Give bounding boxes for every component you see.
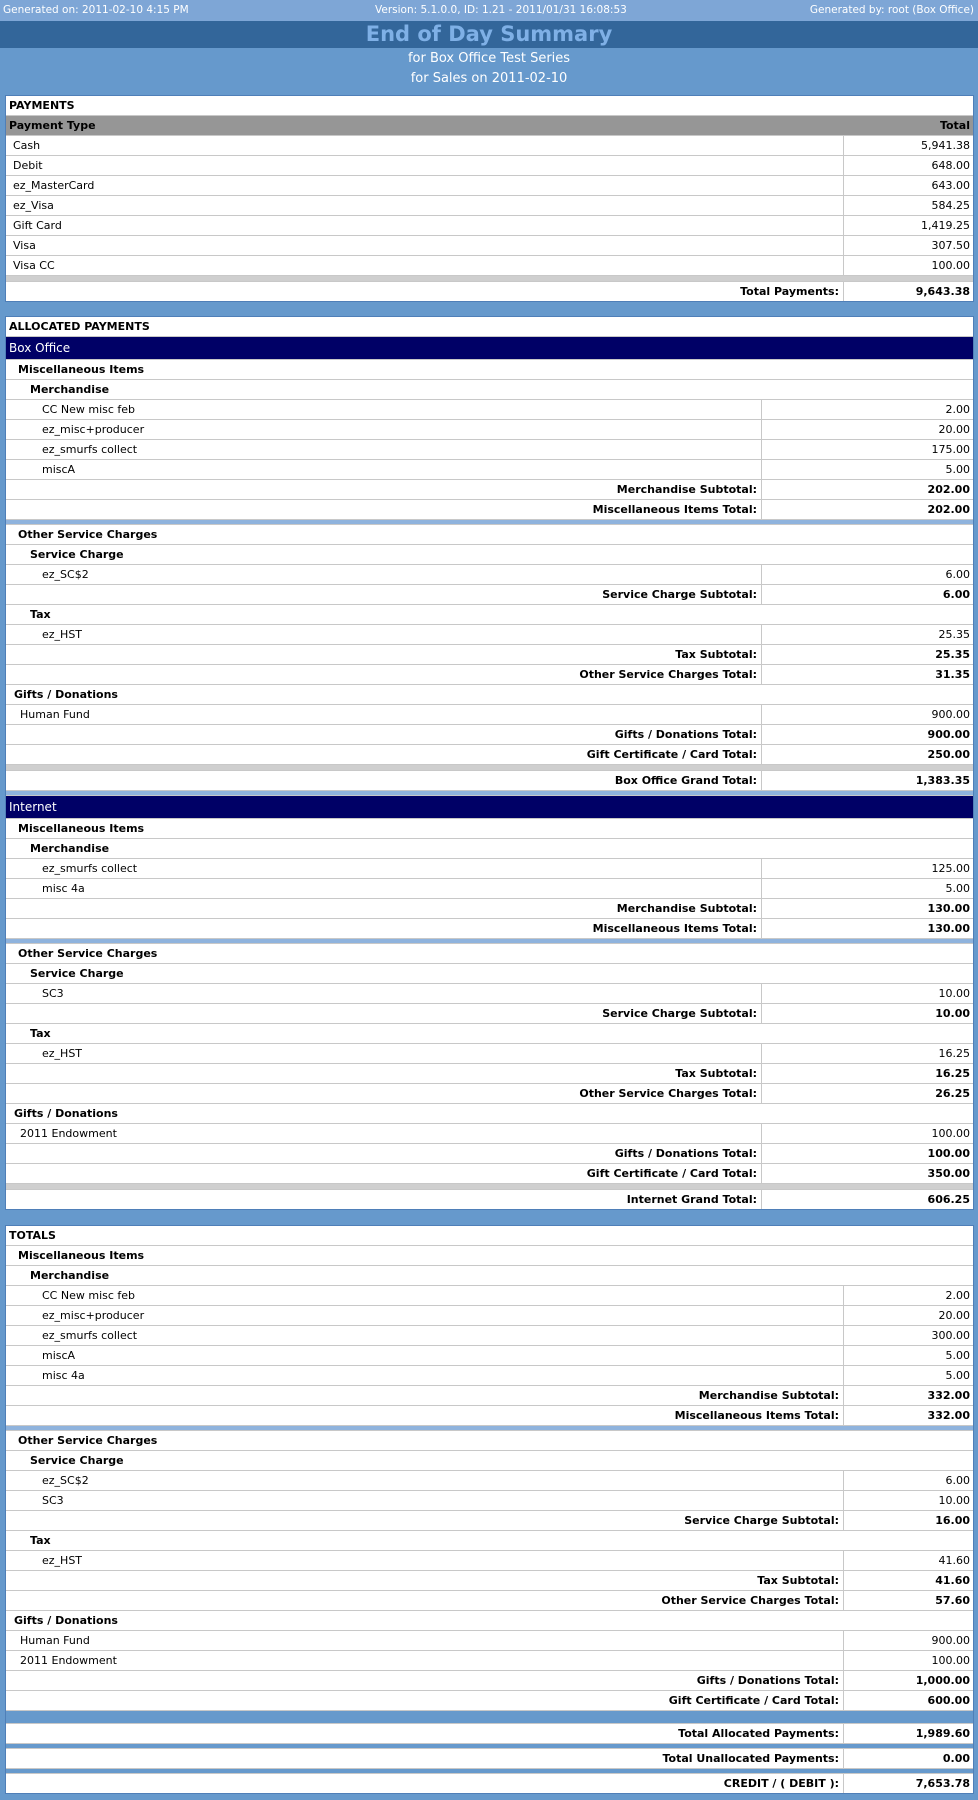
- subtotal-value: 10.00: [761, 1004, 973, 1023]
- item-label: ez_misc+producer: [42, 423, 145, 436]
- item-label: ez_SC$2: [42, 1474, 89, 1487]
- subtotal-row: [6, 1570, 973, 1590]
- subtotal-label: Tax Subtotal:: [675, 1067, 757, 1080]
- subtotal-value: 332.00: [843, 1386, 973, 1405]
- total-row: [6, 499, 973, 519]
- subtotal-value: 25.35: [761, 645, 973, 664]
- item-value: 5.00: [761, 460, 973, 479]
- line-item: [6, 439, 973, 459]
- report-meta-bar: [0, 0, 978, 21]
- total-row: [6, 724, 973, 744]
- total-label: Miscellaneous Items Total:: [592, 503, 757, 516]
- generated-by-text: Generated by: root (Box Office): [809, 4, 974, 16]
- item-value: 900.00: [843, 1631, 973, 1650]
- item-value: 5.00: [843, 1366, 973, 1385]
- line-item: [6, 1550, 973, 1570]
- line-item: [6, 1365, 973, 1385]
- line-item: [6, 564, 973, 584]
- allocated-caption: ALLOCATED PAYMENTS: [9, 320, 150, 333]
- total-row: [6, 1405, 973, 1425]
- total-row: [6, 918, 973, 938]
- total-label: Gifts / Donations Total:: [614, 728, 757, 741]
- payment-label: Gift Card: [13, 219, 62, 232]
- total-value: 332.00: [843, 1406, 973, 1425]
- total-label: Gift Certificate / Card Total:: [668, 1694, 839, 1707]
- totals-caption: TOTALS: [9, 1229, 56, 1242]
- item-value: 2.00: [843, 1286, 973, 1305]
- payment-value: 100.00: [843, 256, 973, 275]
- category-heading: Other Service Charges: [6, 524, 973, 544]
- grand-total-value: 606.25: [761, 1190, 973, 1209]
- total-label: Other Service Charges Total:: [579, 668, 757, 681]
- payment-row: [6, 215, 973, 235]
- grand-total-row: [6, 770, 973, 790]
- item-label: misc 4a: [42, 1369, 85, 1382]
- subtotal-row: [6, 898, 973, 918]
- payment-label: ez_MasterCard: [13, 179, 95, 192]
- item-value: 6.00: [843, 1471, 973, 1490]
- payment-value: 643.00: [843, 176, 973, 195]
- category-heading: Miscellaneous Items: [6, 1245, 973, 1265]
- line-item: [6, 878, 973, 898]
- subtotal-row: [6, 1003, 973, 1023]
- subcategory-heading: Merchandise: [6, 379, 973, 399]
- item-value: 175.00: [761, 440, 973, 459]
- category-heading: Gifts / Donations: [6, 1103, 973, 1123]
- credit-debit-value: 7,653.78: [843, 1774, 973, 1793]
- total-value: 350.00: [761, 1164, 973, 1183]
- payment-label: Visa CC: [13, 259, 55, 272]
- subtotal-value: 41.60: [843, 1571, 973, 1590]
- line-item: [6, 983, 973, 1003]
- subtotal-row: [6, 1385, 973, 1405]
- total-row: [6, 1163, 973, 1183]
- report-title: End of Day Summary: [0, 21, 978, 48]
- subcategory-heading: Merchandise: [6, 838, 973, 858]
- total-value: 26.25: [761, 1084, 973, 1103]
- subtotal-label: Service Charge Subtotal:: [684, 1514, 839, 1527]
- total-row: [6, 1670, 973, 1690]
- item-value: 10.00: [761, 984, 973, 1003]
- payment-row: [6, 255, 973, 275]
- unallocated-total-row: [6, 1748, 973, 1768]
- allocated-total-value: 1,989.60: [843, 1724, 973, 1743]
- payments-caption: PAYMENTS: [9, 99, 75, 112]
- total-label: Other Service Charges Total:: [579, 1087, 757, 1100]
- item-label: ez_smurfs collect: [42, 1329, 138, 1342]
- subtotal-label: Merchandise Subtotal:: [616, 902, 757, 915]
- line-item: [6, 1325, 973, 1345]
- item-label: Human Fund: [20, 1634, 90, 1647]
- subcategory-heading: Merchandise: [6, 1265, 973, 1285]
- total-value: 130.00: [761, 919, 973, 938]
- payment-value: 648.00: [843, 156, 973, 175]
- total-label: Gift Certificate / Card Total:: [586, 1167, 757, 1180]
- total-row: [6, 1690, 973, 1710]
- version-text: Version: 5.1.0.0, ID: 1.21 - 2011/01/31 16:08:53: [375, 4, 627, 16]
- subtotal-label: Merchandise Subtotal:: [698, 1389, 839, 1402]
- internet-band: Internet: [6, 795, 973, 818]
- payment-row: [6, 175, 973, 195]
- subtotal-label: Service Charge Subtotal:: [602, 588, 757, 601]
- total-label: Gifts / Donations Total:: [696, 1674, 839, 1687]
- total-label: Other Service Charges Total:: [661, 1594, 839, 1607]
- line-item: [6, 1123, 973, 1143]
- item-value: 5.00: [761, 879, 973, 898]
- item-label: 2011 Endowment: [20, 1127, 117, 1140]
- item-value: 16.25: [761, 1044, 973, 1063]
- allocated-total-row: [6, 1723, 973, 1743]
- total-payments-value: 9,643.38: [843, 282, 973, 301]
- line-item: [6, 419, 973, 439]
- payment-row: [6, 235, 973, 255]
- subtotal-value: 130.00: [761, 899, 973, 918]
- total-label: Miscellaneous Items Total:: [674, 1409, 839, 1422]
- subcategory-heading: Service Charge: [6, 544, 973, 564]
- total-payments-row: [6, 281, 973, 301]
- subcategory-heading: Tax: [6, 1023, 973, 1043]
- category-heading: Miscellaneous Items: [6, 818, 973, 838]
- line-item: [6, 1043, 973, 1063]
- item-value: 20.00: [761, 420, 973, 439]
- generated-on-text: Generated on: 2011-02-10 4:15 PM: [3, 4, 189, 16]
- total-value: 202.00: [761, 500, 973, 519]
- credit-debit-row: [6, 1773, 973, 1793]
- subtotal-row: [6, 1510, 973, 1530]
- item-label: Human Fund: [20, 708, 90, 721]
- item-value: 41.60: [843, 1551, 973, 1570]
- total-row: [6, 744, 973, 764]
- total-value: 1,000.00: [843, 1671, 973, 1690]
- category-heading: Other Service Charges: [6, 1430, 973, 1450]
- item-value: 100.00: [843, 1651, 973, 1670]
- line-item: [6, 1470, 973, 1490]
- payment-type-column-header: Payment Type: [9, 119, 96, 132]
- unallocated-total-value: 0.00: [843, 1749, 973, 1768]
- payment-value: 1,419.25: [843, 216, 973, 235]
- line-item: [6, 624, 973, 644]
- item-label: SC3: [42, 1494, 64, 1507]
- subtotal-row: [6, 644, 973, 664]
- item-label: misc 4a: [42, 882, 85, 895]
- payment-value: 5,941.38: [843, 136, 973, 155]
- total-value: 100.00: [761, 1144, 973, 1163]
- allocated-payments-panel: [5, 316, 974, 1210]
- subcategory-heading: Tax: [6, 604, 973, 624]
- line-item: [6, 1345, 973, 1365]
- payment-label: Debit: [13, 159, 43, 172]
- total-row: [6, 1083, 973, 1103]
- item-value: 125.00: [761, 859, 973, 878]
- item-value: 6.00: [761, 565, 973, 584]
- item-label: CC New misc feb: [42, 403, 136, 416]
- item-label: miscA: [42, 1349, 76, 1362]
- grand-total-label: Internet Grand Total:: [626, 1193, 757, 1206]
- payment-row: [6, 135, 973, 155]
- section-separator: [6, 1710, 973, 1723]
- line-item: [6, 1630, 973, 1650]
- report-subtitle-date: for Sales on 2011-02-10: [410, 71, 568, 86]
- item-value: 25.35: [761, 625, 973, 644]
- subtotal-value: 202.00: [761, 480, 973, 499]
- payments-header-row: [6, 115, 973, 135]
- item-label: CC New misc feb: [42, 1289, 136, 1302]
- item-label: ez_SC$2: [42, 568, 89, 581]
- line-item: [6, 1285, 973, 1305]
- item-value: 5.00: [843, 1346, 973, 1365]
- subtotal-value: 16.25: [761, 1064, 973, 1083]
- payment-value: 584.25: [843, 196, 973, 215]
- subtotal-row: [6, 1063, 973, 1083]
- total-value: 900.00: [761, 725, 973, 744]
- payment-row: [6, 195, 973, 215]
- total-label: Gift Certificate / Card Total:: [586, 748, 757, 761]
- subtotal-label: Merchandise Subtotal:: [616, 483, 757, 496]
- item-value: 10.00: [843, 1491, 973, 1510]
- category-heading: Other Service Charges: [6, 943, 973, 963]
- report-subtitle-series: for Box Office Test Series: [407, 51, 571, 66]
- payment-label: Visa: [13, 239, 36, 252]
- box-office-band: Box Office: [6, 336, 973, 359]
- line-item: [6, 704, 973, 724]
- payment-label: Cash: [13, 139, 41, 152]
- total-row: [6, 1590, 973, 1610]
- line-item: [6, 459, 973, 479]
- payments-panel: [5, 95, 974, 302]
- payment-row: [6, 155, 973, 175]
- item-label: 2011 Endowment: [20, 1654, 117, 1667]
- total-value: 600.00: [843, 1691, 973, 1710]
- payment-value: 307.50: [843, 236, 973, 255]
- allocated-total-label: Total Allocated Payments:: [678, 1727, 839, 1740]
- line-item: [6, 1650, 973, 1670]
- item-value: 20.00: [843, 1306, 973, 1325]
- item-value: 2.00: [761, 400, 973, 419]
- total-row: [6, 1143, 973, 1163]
- subtotal-label: Tax Subtotal:: [675, 648, 757, 661]
- item-label: miscA: [42, 463, 76, 476]
- item-label: ez_HST: [42, 628, 83, 641]
- item-label: ez_smurfs collect: [42, 443, 138, 456]
- subtotal-value: 16.00: [843, 1511, 973, 1530]
- line-item: [6, 399, 973, 419]
- item-value: 300.00: [843, 1326, 973, 1345]
- subcategory-heading: Tax: [6, 1530, 973, 1550]
- unallocated-total-label: Total Unallocated Payments:: [662, 1752, 839, 1765]
- subtotal-row: [6, 584, 973, 604]
- total-value: 57.60: [843, 1591, 973, 1610]
- total-label: Gifts / Donations Total:: [614, 1147, 757, 1160]
- category-heading: Miscellaneous Items: [6, 359, 973, 379]
- item-label: ez_misc+producer: [42, 1309, 145, 1322]
- grand-total-label: Box Office Grand Total:: [614, 774, 757, 787]
- line-item: [6, 858, 973, 878]
- subtotal-row: [6, 479, 973, 499]
- category-heading: Gifts / Donations: [6, 1610, 973, 1630]
- item-label: ez_HST: [42, 1554, 83, 1567]
- item-value: 900.00: [761, 705, 973, 724]
- item-value: 100.00: [761, 1124, 973, 1143]
- item-label: ez_HST: [42, 1047, 83, 1060]
- total-value: 31.35: [761, 665, 973, 684]
- grand-total-row: [6, 1189, 973, 1209]
- totals-panel: [5, 1225, 974, 1794]
- total-label: Miscellaneous Items Total:: [592, 922, 757, 935]
- total-row: [6, 664, 973, 684]
- total-payments-label: Total Payments:: [740, 285, 839, 298]
- total-value: 250.00: [761, 745, 973, 764]
- category-heading: Gifts / Donations: [6, 684, 973, 704]
- total-column-header: Total: [939, 119, 970, 132]
- item-label: SC3: [42, 987, 64, 1000]
- line-item: [6, 1490, 973, 1510]
- subtotal-label: Tax Subtotal:: [757, 1574, 839, 1587]
- line-item: [6, 1305, 973, 1325]
- subtotal-value: 6.00: [761, 585, 973, 604]
- grand-total-value: 1,383.35: [761, 771, 973, 790]
- item-label: ez_smurfs collect: [42, 862, 138, 875]
- subtotal-label: Service Charge Subtotal:: [602, 1007, 757, 1020]
- credit-debit-label: CREDIT / ( DEBIT ):: [723, 1777, 839, 1790]
- payment-label: ez_Visa: [13, 199, 54, 212]
- subcategory-heading: Service Charge: [6, 1450, 973, 1470]
- subcategory-heading: Service Charge: [6, 963, 973, 983]
